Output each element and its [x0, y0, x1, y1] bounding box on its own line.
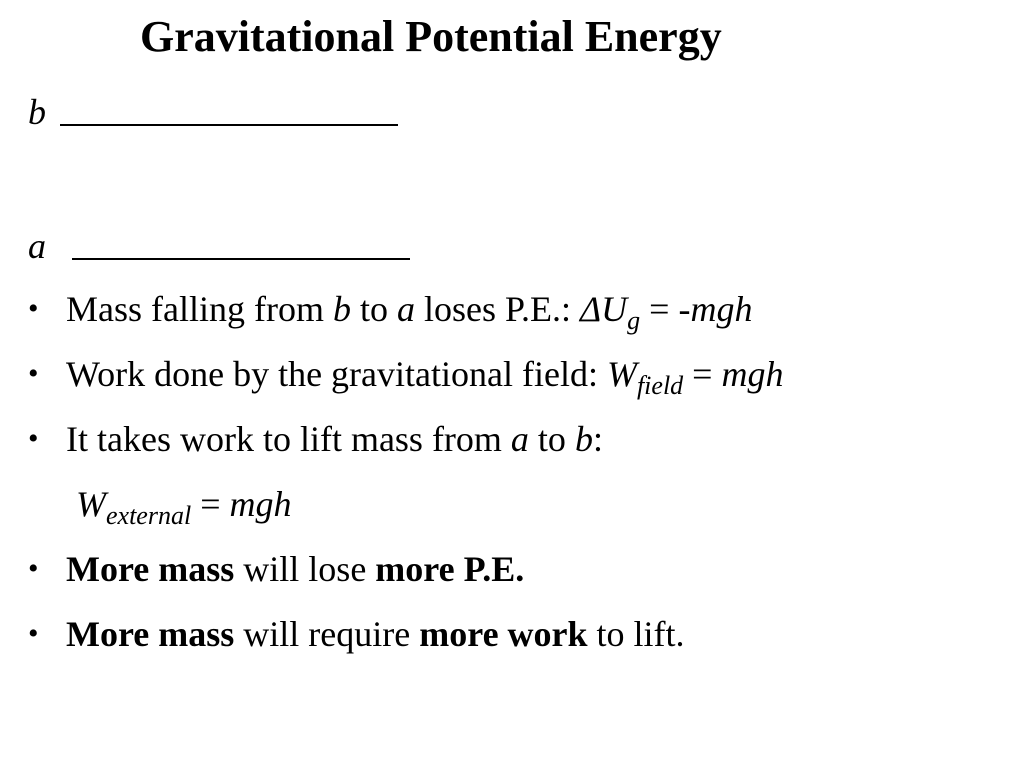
equals-sign: =: [191, 484, 230, 524]
level-a-label: a: [28, 226, 46, 266]
bullet-more-mass-pe: [28, 544, 1008, 609]
subscript-field: field: [636, 371, 684, 400]
equation-expression: mgh: [721, 354, 784, 394]
work-symbol: W: [606, 354, 637, 394]
slide-title: Gravitational Potential Energy: [140, 12, 722, 61]
variable-a: a: [510, 419, 529, 459]
bullet-lift-work: [28, 414, 1008, 479]
level-b-label: b: [28, 92, 46, 132]
bold-text: More mass: [66, 614, 235, 654]
bullet-dot: •: [28, 357, 39, 390]
subscript-g: g: [627, 306, 641, 335]
equals-sign: =: [640, 289, 679, 329]
bullet-text: Work done by the gravitational field:: [66, 354, 607, 394]
bold-text: more work: [419, 614, 588, 654]
level-a-line: [72, 258, 410, 260]
bullet-text: :: [592, 419, 603, 459]
work-symbol: W: [76, 484, 106, 524]
delta-u-symbol: ΔU: [580, 289, 628, 329]
bold-text: more P.E.: [375, 549, 525, 589]
bullet-text: to: [350, 289, 397, 329]
bullet-dot: •: [28, 552, 39, 585]
level-b-line: [60, 124, 398, 126]
variable-b: b: [574, 419, 593, 459]
bullet-text: will require: [234, 614, 420, 654]
bullet-text: Mass falling from: [66, 289, 333, 329]
bullet-pe-loss: [28, 284, 1008, 349]
bullet-text: It takes work to lift mass from: [66, 419, 511, 459]
bullet-field-work: [28, 349, 1008, 414]
bullet-dot: •: [28, 292, 39, 325]
equation-expression: mgh: [229, 484, 292, 524]
bullet-text: will lose: [234, 549, 376, 589]
height-level-a: [28, 224, 410, 268]
bullet-list: [28, 284, 1008, 674]
variable-b: b: [332, 289, 351, 329]
equation-expression: -mgh: [678, 289, 753, 329]
bullet-text: to lift.: [587, 614, 685, 654]
bullet-dot: •: [28, 617, 39, 650]
bullet-text: loses P.E.:: [414, 289, 581, 329]
external-work-equation: [28, 479, 1008, 544]
bullet-more-mass-work: [28, 609, 1008, 674]
subscript-external: external: [106, 501, 192, 530]
bold-text: More mass: [66, 549, 235, 589]
bullet-text: to: [528, 419, 575, 459]
height-level-b: [28, 90, 398, 134]
bullet-dot: •: [28, 422, 39, 455]
equals-sign: =: [683, 354, 722, 394]
variable-a: a: [396, 289, 415, 329]
